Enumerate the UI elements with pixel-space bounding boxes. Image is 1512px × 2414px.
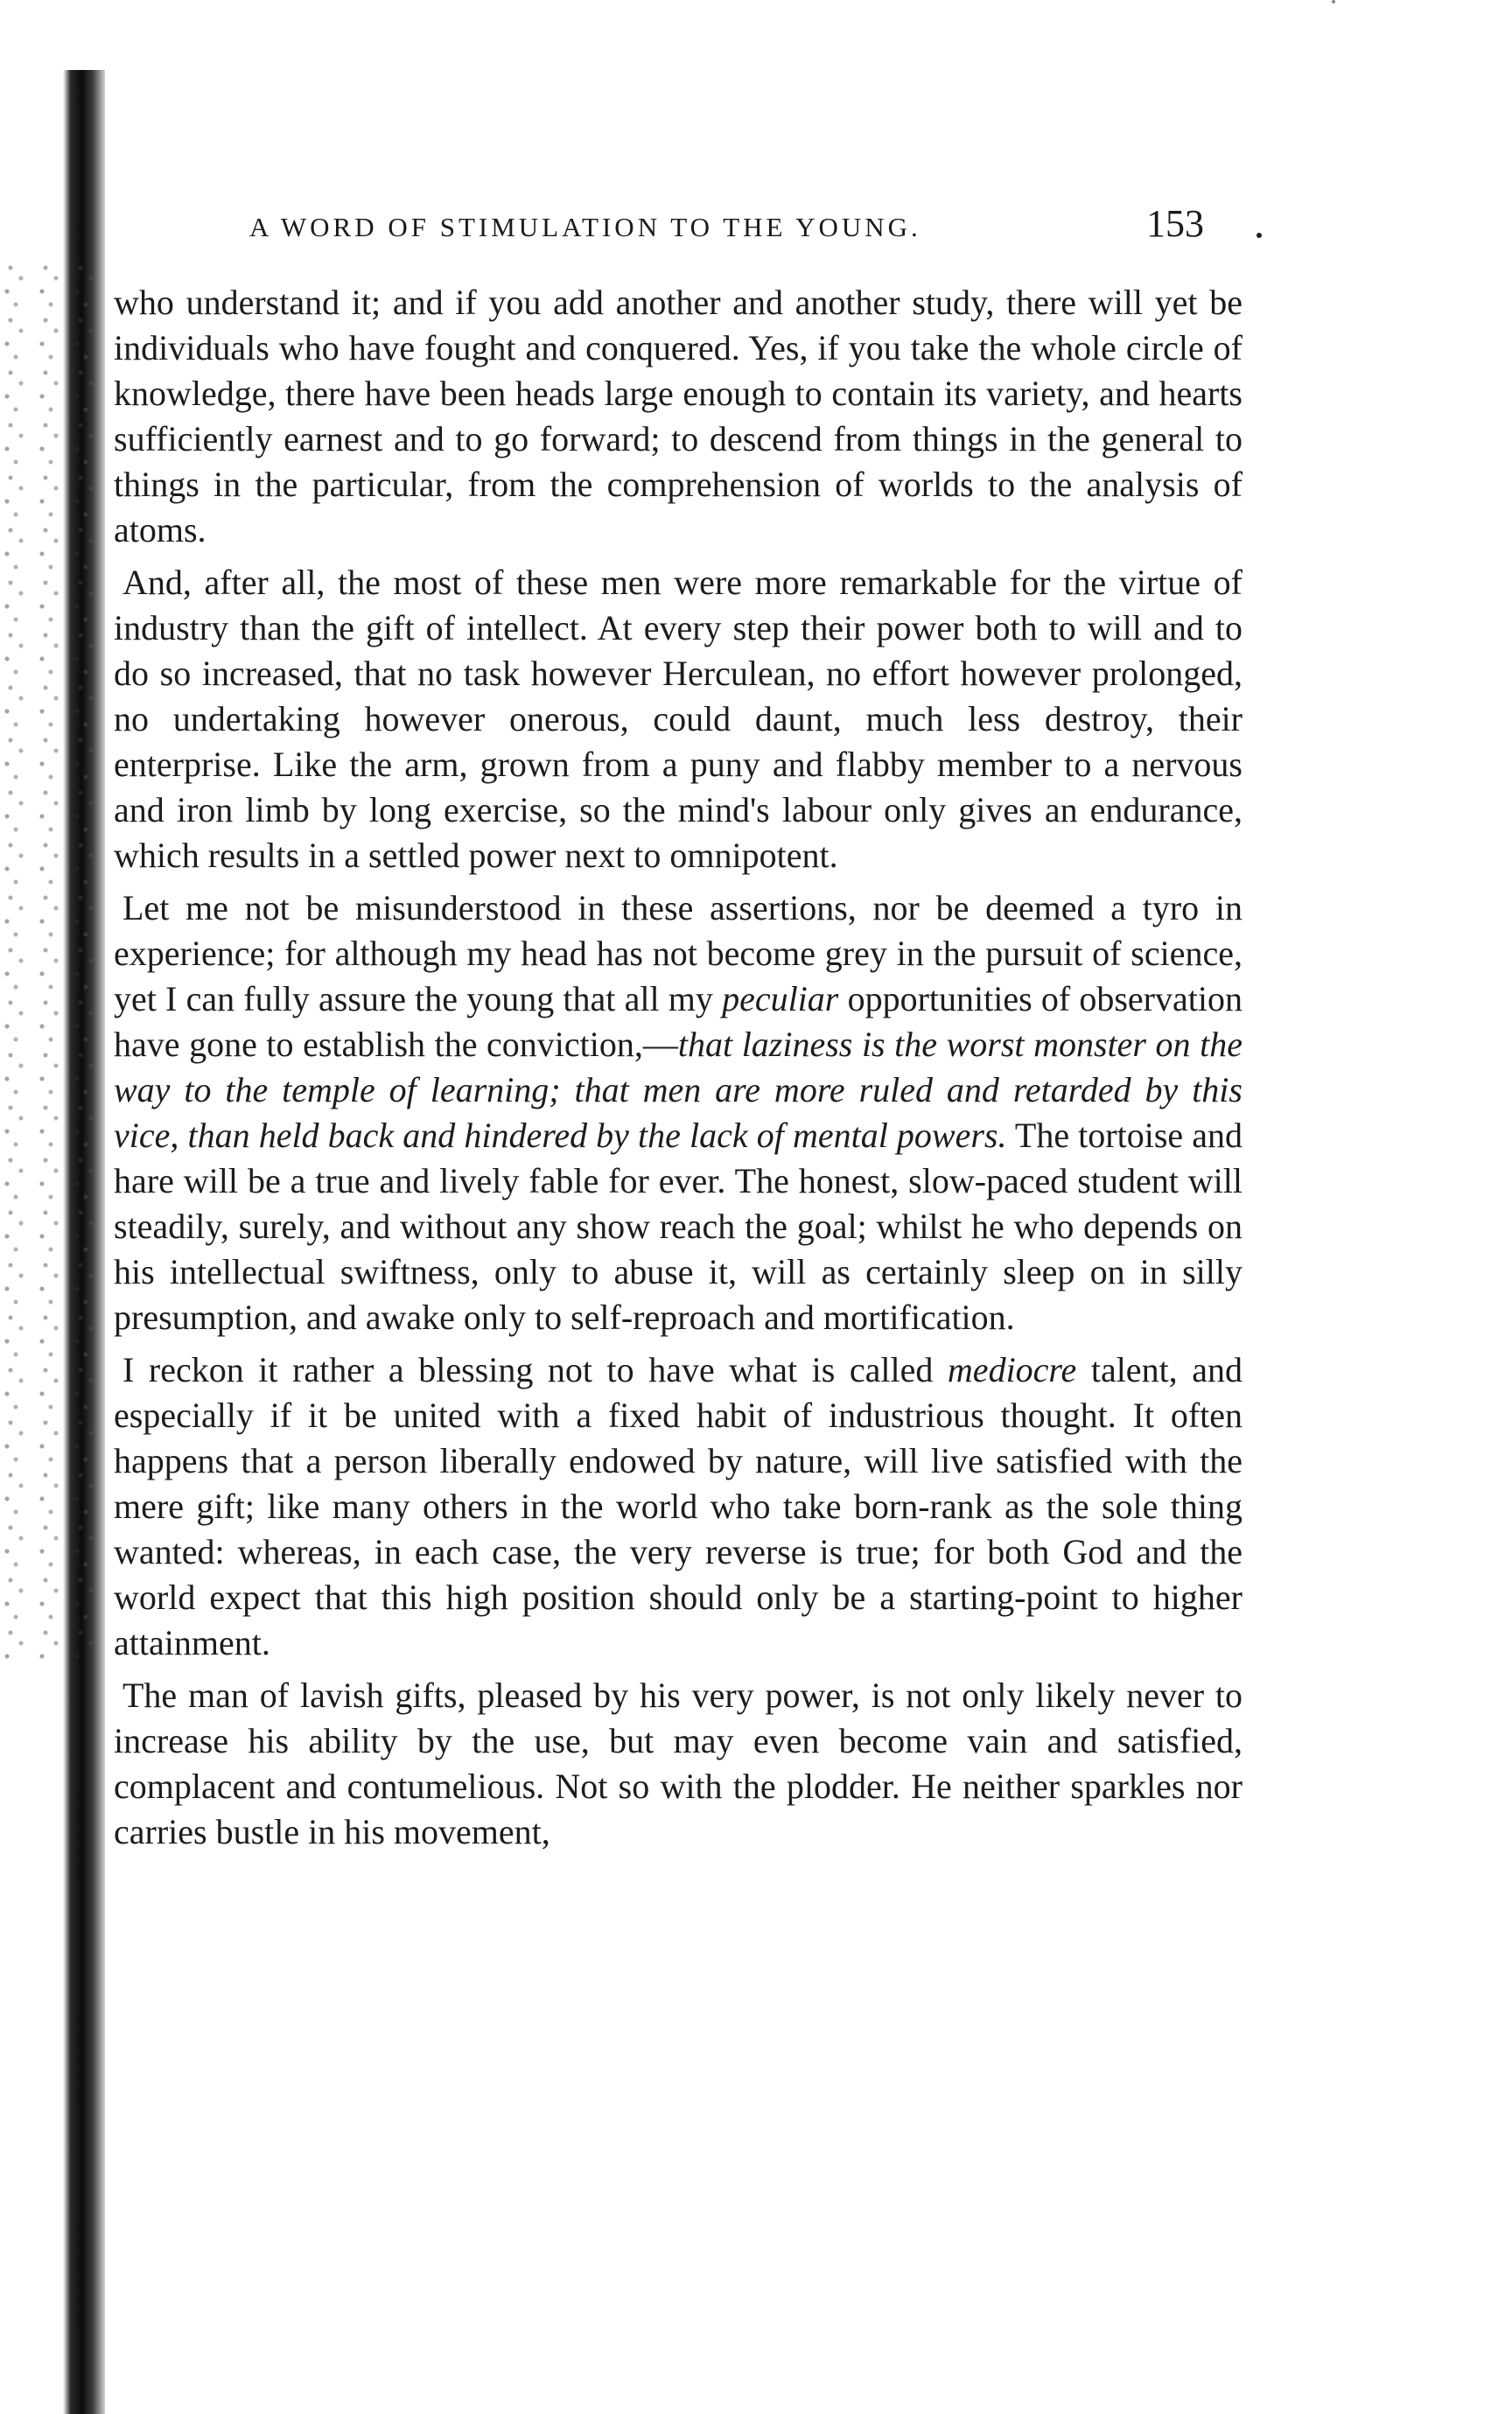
- text-segment: talent, and especially if it be united with a fixed habit of industrious thought. It often happens that a person liberally endowed by nature, will live satisfied with the mere gift; like many others in the world who take born-rank as the sole thing wanted: whereas, in each case, the very reverse is true; for both God and the world expect that this high position should only be a starting-point to higher attainment.: [114, 1350, 1242, 1662]
- text-segment: opportunities of observation have gone to establish the conviction,—: [114, 979, 1242, 1064]
- page-mark: [1256, 233, 1262, 238]
- text-segment: And, after all, the most of these men were more remarkable for the virtue of industry than the gift of intellect. At every step their power both to will and to do so increased, that no task however Herculean, no effort however prolonged, no undertaking however onerous, could daunt, much less destroy, their enterprise. Like the arm, grown from a puny and flabby member to a nervous and iron limb by long exercise, so the mind's labour only gives an endurance, which results in a settled power next to omnipotent.: [114, 563, 1242, 875]
- italic-text: peculiar: [722, 979, 839, 1018]
- running-head: [114, 201, 1242, 271]
- text-segment: who understand it; and if you add another and another study, there will yet be individuals who have fought and conquered. Yes, if you take the whole circle of knowledge, there have been heads large enough to contain its variety, and hearts sufficiently earnest and to go forward; to descend from things in the general to things in the particular, from the comprehension of worlds to the analysis of atoms.: [114, 283, 1242, 549]
- italic-text: that laziness is the worst monster on the way to the temple of learning; that men are more ruled and retarded by this vice, than held back and hindered by the lack of mental powers.: [114, 1025, 1242, 1155]
- italic-text: mediocre: [947, 1350, 1077, 1389]
- body-text: [114, 280, 1242, 1855]
- paragraph: [114, 1347, 1242, 1666]
- text-segment: I reckon it rather a blessing not to have what is called: [122, 1350, 948, 1389]
- page-number: 153: [1146, 202, 1204, 245]
- text-segment: The man of lavish gifts, pleased by his very power, is not only likely never to increase his ability by the use, but may even become vain and satisfied, complacent and contumelious. Not so with the plodder. He neither sparkles nor carries bustle in his movement,: [114, 1676, 1242, 1851]
- text-segment: The tortoise and hare will be a true and lively fable for ever. The honest, slow-paced student will steadily, surely, and without any show reach the goal; whilst he who depends on his intellectual swiftness, only to abuse it, will as certainly sleep on in silly presumption, and awake only to self-reproach and mortification.: [114, 1116, 1243, 1337]
- running-head-title: A WORD OF STIMULATION TO THE YOUNG.: [249, 212, 921, 242]
- paragraph: [114, 560, 1242, 878]
- paragraph: [114, 1673, 1242, 1855]
- paragraph: [114, 280, 1242, 553]
- binding-shadow: [0, 262, 105, 1662]
- book-page: [114, 201, 1242, 1862]
- scan-speck: [1332, 0, 1335, 3]
- paragraph: [114, 885, 1242, 1340]
- text-segment: Let me not be misunderstood in these assertions, nor be deemed a tyro in experience; for although my head has not become grey in the pursuit of science, yet I can fully assure the young that all my: [114, 888, 1242, 1018]
